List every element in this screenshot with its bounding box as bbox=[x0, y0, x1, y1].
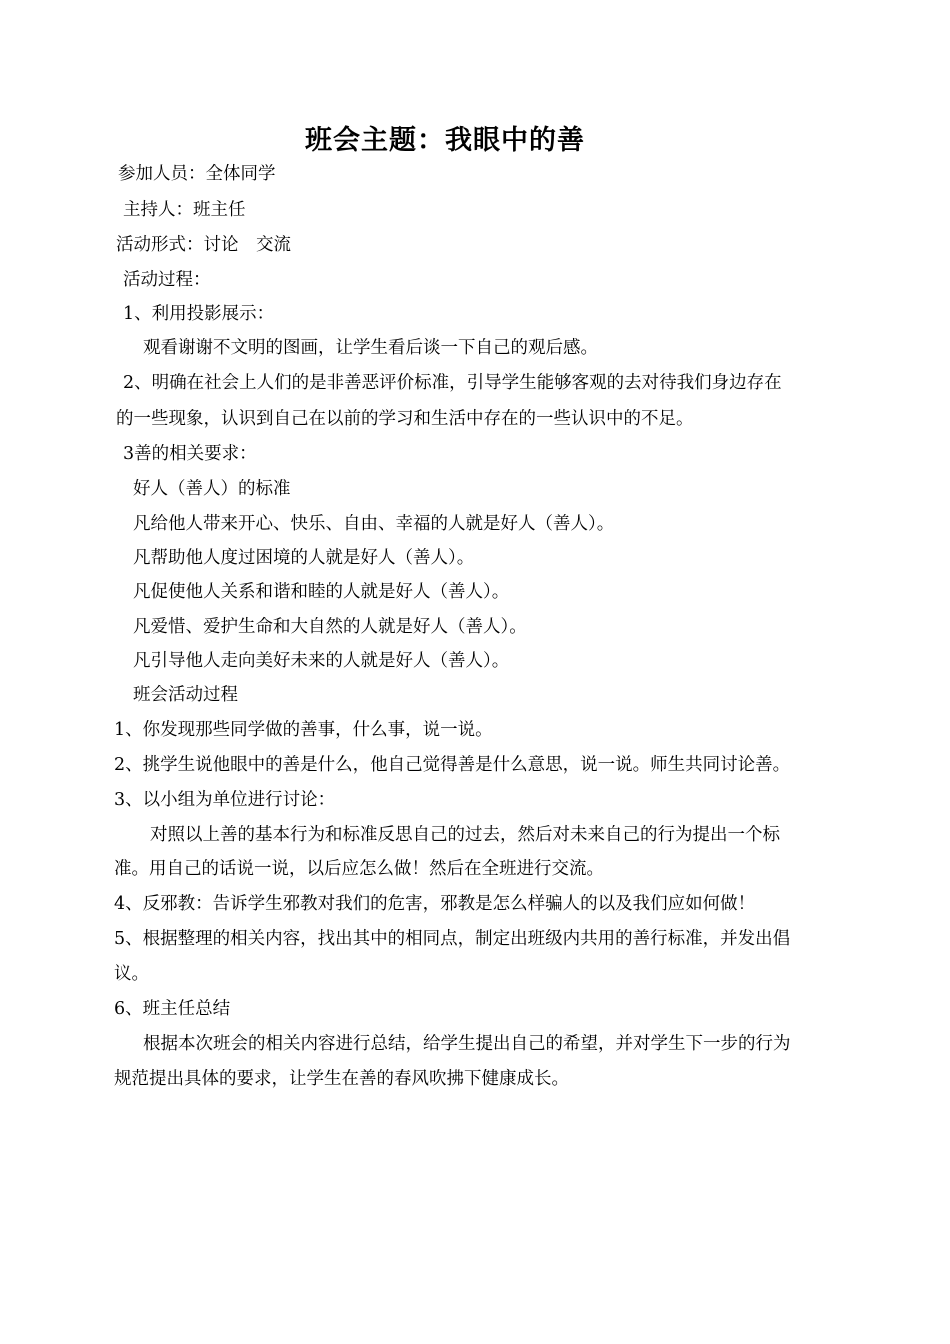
step-2-line-2: 的一些现象，认识到自己在以前的学习和生活中存在的一些认识中的不足。 bbox=[116, 409, 694, 429]
summary-line-1: 根据本次班会的相关内容进行总结，给学生提出自己的希望，并对学生下一步的行为 bbox=[143, 1034, 791, 1054]
standard-item-5: 凡引导他人走向美好未来的人就是好人（善人）。 bbox=[133, 651, 510, 671]
good-person-standard-heading: 好人（善人）的标准 bbox=[133, 479, 291, 499]
step-1-detail: 观看谢谢不文明的图画，让学生看后谈一下自己的观后感。 bbox=[143, 338, 598, 358]
standard-item-1: 凡给他人带来开心、快乐、自由、幸福的人就是好人（善人）。 bbox=[133, 514, 615, 534]
meeting-step-3-heading: 3、以小组为单位进行讨论： bbox=[114, 790, 336, 810]
standard-item-3: 凡促使他人关系和谐和睦的人就是好人（善人）。 bbox=[133, 582, 510, 602]
meeting-step-3-line-1: 对照以上善的基本行为和标准反思自己的过去，然后对未来自己的行为提出一个标 bbox=[150, 825, 780, 845]
document-title: 班会主题：我眼中的善 bbox=[305, 125, 585, 156]
meeting-step-1: 1、你发现那些同学做的善事，什么事，说一说。 bbox=[114, 720, 493, 740]
standard-item-4: 凡爱惜、爱护生命和大自然的人就是好人（善人）。 bbox=[133, 617, 527, 637]
meeting-process-heading: 班会活动过程 bbox=[133, 685, 238, 705]
meeting-step-3-line-2: 准。用自己的话说一说，以后应怎么做！然后在全班进行交流。 bbox=[114, 859, 604, 879]
standard-item-2: 凡帮助他人度过困境的人就是好人（善人）。 bbox=[133, 548, 475, 568]
meeting-step-2: 2、挑学生说他眼中的善是什么，他自己觉得善是什么意思，说一说。师生共同讨论善。 bbox=[114, 755, 791, 775]
meeting-step-4: 4、反邪教：告诉学生邪教对我们的危害，邪教是怎么样骗人的以及我们应如何做！ bbox=[114, 894, 756, 914]
participants-line: 参加人员：全体同学 bbox=[118, 164, 276, 184]
activity-process-heading: 活动过程： bbox=[123, 270, 211, 290]
kindness-requirements-heading: 3善的相关要求： bbox=[123, 444, 257, 464]
meeting-step-5-line-2: 议。 bbox=[114, 964, 149, 984]
meeting-step-5-line-1: 5、根据整理的相关内容，找出其中的相同点，制定出班级内共用的善行标准，并发出倡 bbox=[114, 929, 791, 949]
activity-format-line: 活动形式：讨论 交流 bbox=[116, 235, 291, 255]
summary-line-2: 规范提出具体的要求，让学生在善的春风吹拂下健康成长。 bbox=[114, 1069, 569, 1089]
meeting-step-6-heading: 6、班主任总结 bbox=[114, 999, 231, 1019]
step-1-heading: 1、利用投影展示： bbox=[123, 304, 275, 324]
step-2-line-1: 2、明确在社会上人们的是非善恶评价标准，引导学生能够客观的去对待我们身边存在 bbox=[123, 373, 782, 393]
host-line: 主持人：班主任 bbox=[123, 200, 246, 220]
